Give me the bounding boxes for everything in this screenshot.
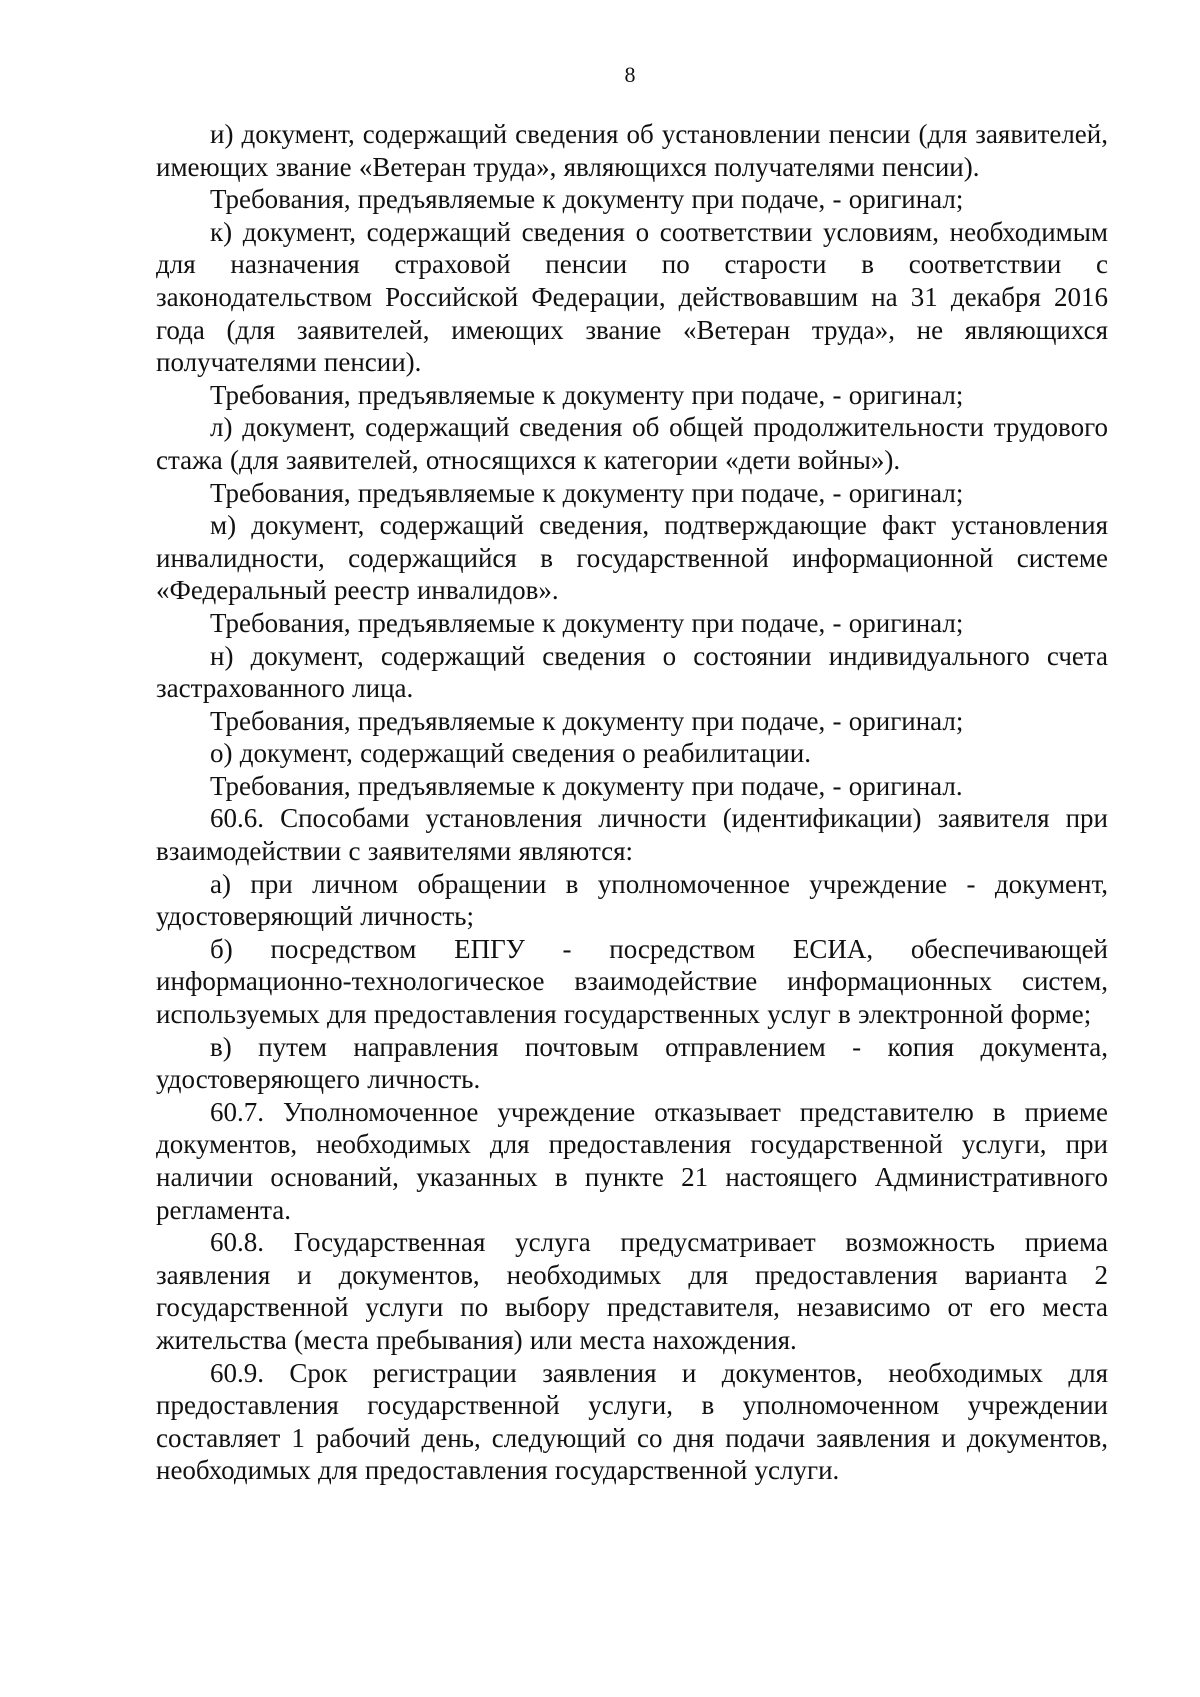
page-number: 8 <box>624 62 636 87</box>
paragraph-requirement: Требования, предъявляемые к документу при подаче, - оригинал; <box>210 607 964 638</box>
paragraph-60-7: 60.7. Уполномоченное учреждение отказывает представителю в приеме документов, необходимых для предоставления государственной услуги, при наличии оснований, указанных в пункте 21 настоящего Административного регламента. <box>156 1096 1108 1225</box>
paragraph-item-i: и) документ, содержащий сведения об установлении пенсии (для заявителей, имеющих звание «Ветеран труда», являющихся получателями пенсии). <box>156 119 1108 182</box>
paragraph-requirement: Требования, предъявляемые к документу при подаче, - оригинал; <box>210 705 964 736</box>
paragraph-requirement: Требования, предъявляемые к документу при подаче, - оригинал; <box>210 184 964 215</box>
paragraph-requirement: Требования, предъявляемые к документу при подаче, - оригинал. <box>210 770 963 801</box>
paragraph-item-v: в) путем направления почтовым отправлением - копия документа, удостоверяющего личность. <box>156 1031 1108 1095</box>
paragraph-requirement: Требования, предъявляемые к документу при подаче, - оригинал; <box>210 379 964 410</box>
document-body <box>156 118 1108 1487</box>
paragraph-60-8: 60.8. Государственная услуга предусматривает возможность приема заявления и документов, необходимых для предоставления варианта 2 государственной услуги по выбору представителя, независимо от его места жительства (места пребывания) или места нахождения. <box>156 1227 1108 1355</box>
paragraph-60-9: 60.9. Срок регистрации заявления и документов, необходимых для предоставления государственной услуги, в уполномоченном учреждении составляет 1 рабочий день, следующий со дня подачи заявления и документов, необходимых для предоставления государственной услуги. <box>156 1357 1108 1486</box>
paragraph-item-l: л) документ, содержащий сведения об общей продолжительности трудового стажа (для заявителей, относящихся к категории «дети войны»). <box>156 412 1108 475</box>
paragraph-requirement: Требования, предъявляемые к документу при подаче, - оригинал; <box>210 477 964 508</box>
paragraph-item-b: б) посредством ЕПГУ - посредством ЕСИА, обеспечивающей информационно-технологическое взаимодействие информационных систем, используемых для предоставления государственных услуг в электронной форме; <box>156 933 1108 1030</box>
paragraph-item-o: о) документ, содержащий сведения о реабилитации. <box>210 738 812 769</box>
paragraph-60-6: 60.6. Способами установления личности (идентификации) заявителя при взаимодействии с заявителями являются: <box>156 803 1108 867</box>
paragraph-item-k: к) документ, содержащий сведения о соответствии условиям, необходимым для назначения страховой пенсии по старости в соответствии с законодательством Российской Федерации, действовавшим на 31 декабря 2016 года (для заявителей, имеющих звание «Ветеран труда», не являющихся получателями пенсии). <box>156 216 1108 378</box>
paragraph-item-m: м) документ, содержащий сведения, подтверждающие факт установления инвалидности, содержащийся в государственной информационной системе «Федеральный реестр инвалидов». <box>156 510 1108 606</box>
paragraph-item-n: н) документ, содержащий сведения о состоянии индивидуального счета застрахованного лица. <box>156 640 1108 704</box>
paragraph-item-a: а) при личном обращении в уполномоченное учреждение - документ, удостоверяющий личность; <box>156 868 1108 932</box>
